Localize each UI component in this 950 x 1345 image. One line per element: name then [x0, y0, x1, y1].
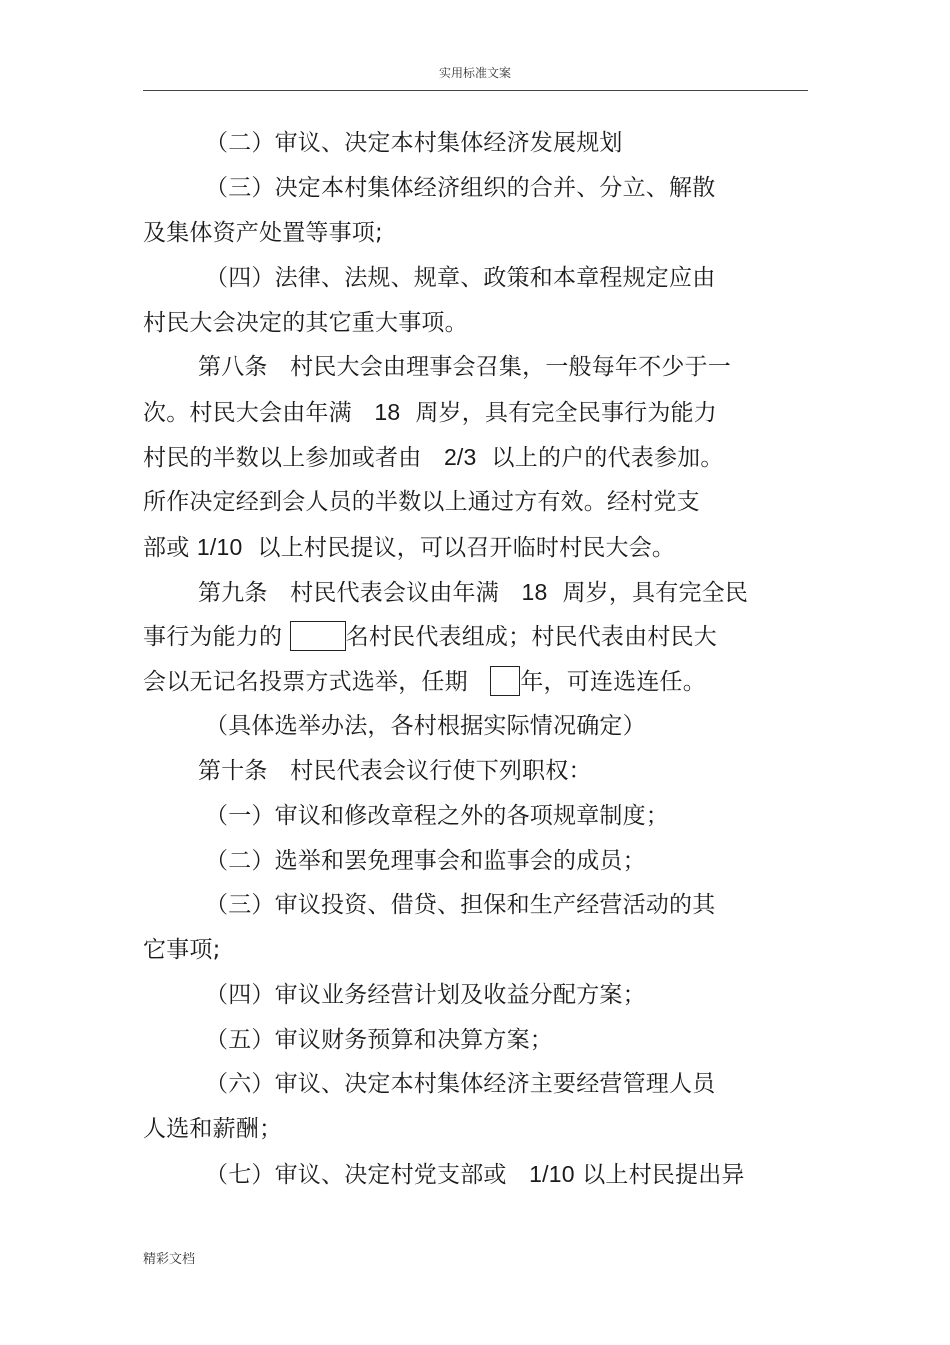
paragraph-line: （三）决定本村集体经济组织的合并、分立、解散 — [205, 175, 716, 201]
number-value: 18 — [374, 399, 401, 425]
paragraph-line: 及集体资产处置等事项; — [143, 220, 383, 246]
text-segment: 名村民代表组成；村民代表由村民大 — [345, 624, 717, 650]
blank-fill-box-count — [290, 621, 346, 651]
text-segment: 事行为能力的 — [143, 624, 290, 650]
text-segment: 第九条 村民代表会议由年满 — [198, 580, 522, 606]
paragraph-line: 人选和薪酬； — [143, 1116, 283, 1142]
article-9-heading-line — [198, 577, 748, 608]
page-footer: 精彩文档 — [143, 1252, 196, 1267]
paragraph-line — [143, 667, 706, 697]
number-value: 2/3 — [443, 444, 477, 470]
text-segment: 周岁，具有完全民 — [547, 580, 749, 606]
number-value: 1/10 — [529, 1161, 575, 1187]
text-segment: 以上的户的代表参加。 — [476, 445, 724, 471]
blank-fill-box-term — [490, 666, 520, 696]
text-segment: （七）审议、决定村党支部或 — [205, 1162, 530, 1188]
text-segment: 次。村民大会由年满 — [143, 400, 375, 426]
header-divider — [143, 90, 808, 91]
paragraph-line: 村民大会决定的其它重大事项。 — [143, 310, 468, 336]
paragraph-line: （四）审议业务经营计划及收益分配方案； — [205, 982, 646, 1008]
text-segment: 村民的半数以上参加或者由 — [143, 445, 444, 471]
paragraph-line: 它事项; — [143, 937, 221, 963]
page-header: 实用标准文案 — [438, 66, 511, 80]
paragraph-line: （三）审议投资、借贷、担保和生产经营活动的其 — [205, 892, 716, 918]
paragraph-line: （六）审议、决定本村集体经济主要经营管理人员 — [205, 1071, 716, 1097]
text-segment: 会以无记名投票方式选举，任期 — [143, 669, 491, 695]
paragraph-line: （一）审议和修改章程之外的各项规章制度； — [205, 803, 669, 829]
paragraph-line — [205, 1159, 745, 1190]
article-8-heading-line: 第八条 村民大会由理事会召集，一般每年不少于一 — [198, 354, 731, 380]
paragraph-line: （二）选举和罢免理事会和监事会的成员； — [205, 848, 646, 874]
text-segment: 以上村民提出异 — [574, 1162, 745, 1188]
paragraph-line — [143, 622, 717, 652]
paragraph-line: （五）审议财务预算和决算方案； — [205, 1027, 553, 1053]
paragraph-line — [143, 397, 717, 428]
paragraph-line: 所作决定经到会人员的半数以上通过方有效。经村党支 — [143, 489, 700, 515]
text-segment: 以上村民提议，可以召开临时村民大会。 — [242, 535, 676, 561]
text-segment: 年，可连选连任。 — [520, 669, 706, 695]
paragraph-line — [143, 532, 675, 563]
paragraph-line: （四）法律、法规、规章、政策和本章程规定应由 — [205, 265, 716, 291]
number-value: 1/10 — [196, 534, 243, 560]
paragraph-line: （二）审议、决定本村集体经济发展规划 — [205, 130, 623, 156]
text-segment: 部或 — [143, 535, 197, 561]
paragraph-line: （具体选举办法，各村根据实际情况确定） — [205, 713, 646, 739]
article-10-heading-line: 第十条 村民代表会议行使下列职权： — [198, 758, 592, 784]
paragraph-line — [143, 442, 724, 473]
text-segment: 周岁，具有完全民事行为能力 — [400, 400, 717, 426]
number-value: 18 — [521, 579, 548, 605]
